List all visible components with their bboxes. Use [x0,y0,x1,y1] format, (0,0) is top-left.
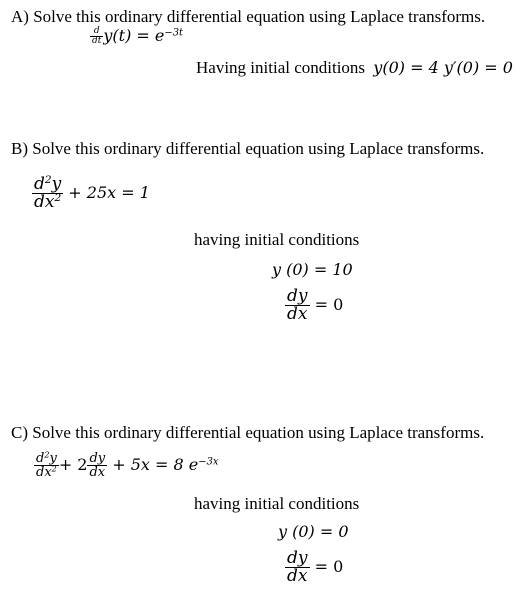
part-b-second-derivative-fraction [32,176,63,211]
part-c-equation [34,452,218,479]
part-c-fraction-1-num: $d^2y$ [36,450,57,466]
part-a-equation [90,26,183,46]
part-a-conditions-line [196,58,513,78]
part-b-equation [32,176,150,211]
part-b-condition-2-den: dx [285,305,310,323]
part-b-condition-2 [285,288,343,323]
part-a-lhs: y(t) = e [103,26,165,45]
part-c-exponent: −3x [198,456,219,468]
part-c-fraction-1-den: $dx^2$ [34,465,59,479]
part-a-derivative-fraction [90,27,103,46]
part-b-fraction-den: $dx^2$ [32,193,63,211]
part-a-conditions: y(0) = 4 y′(0) = 0 [373,58,513,77]
part-c-first-derivative-fraction [87,452,107,479]
part-c-heading: C) Solve this ordinary differential equation using Laplace transforms. [11,423,485,442]
part-a-heading: A) Solve this ordinary differential equation using Laplace transforms. [11,7,486,26]
part-c-second-derivative-fraction [34,452,59,479]
part-a-derivative-num: d [93,26,100,36]
part-c-fraction-2-den: dx [87,465,107,479]
part-b-heading: B) Solve this ordinary differential equation using Laplace transforms. [11,139,485,158]
part-b-condition-2-rest: = 0 [314,295,344,314]
part-c-condition-2-den: dx [285,567,310,585]
part-a-exponent: −3t [164,27,183,39]
part-b-conditions-label: having initial conditions [194,230,360,249]
part-c-fraction-2-num: dy [89,451,106,466]
part-c-condition-1: y (0) = 0 [278,522,349,541]
part-b-condition-1: y (0) = 10 [272,260,353,279]
part-a-conditions-label: Having initial conditions [196,58,366,77]
part-c-condition-2-rest: = 0 [314,557,344,576]
part-c-condition-2-num: dy [287,548,308,568]
part-b-condition-2-fraction [285,288,310,323]
part-a-derivative-den: dt [92,36,102,46]
part-c-conditions-label: having initial conditions [194,494,360,513]
part-b-fraction-num: $d^2y$ [34,174,62,194]
part-c-condition-2 [285,550,343,585]
part-b-rest: + 25x = 1 [68,183,150,202]
part-c-condition-2-fraction [285,550,310,585]
part-b-condition-2-num: dy [287,286,308,306]
part-c-plus-coefficient: + 2 [58,455,88,474]
part-c-rest: + 5x = 8 e [112,455,199,474]
